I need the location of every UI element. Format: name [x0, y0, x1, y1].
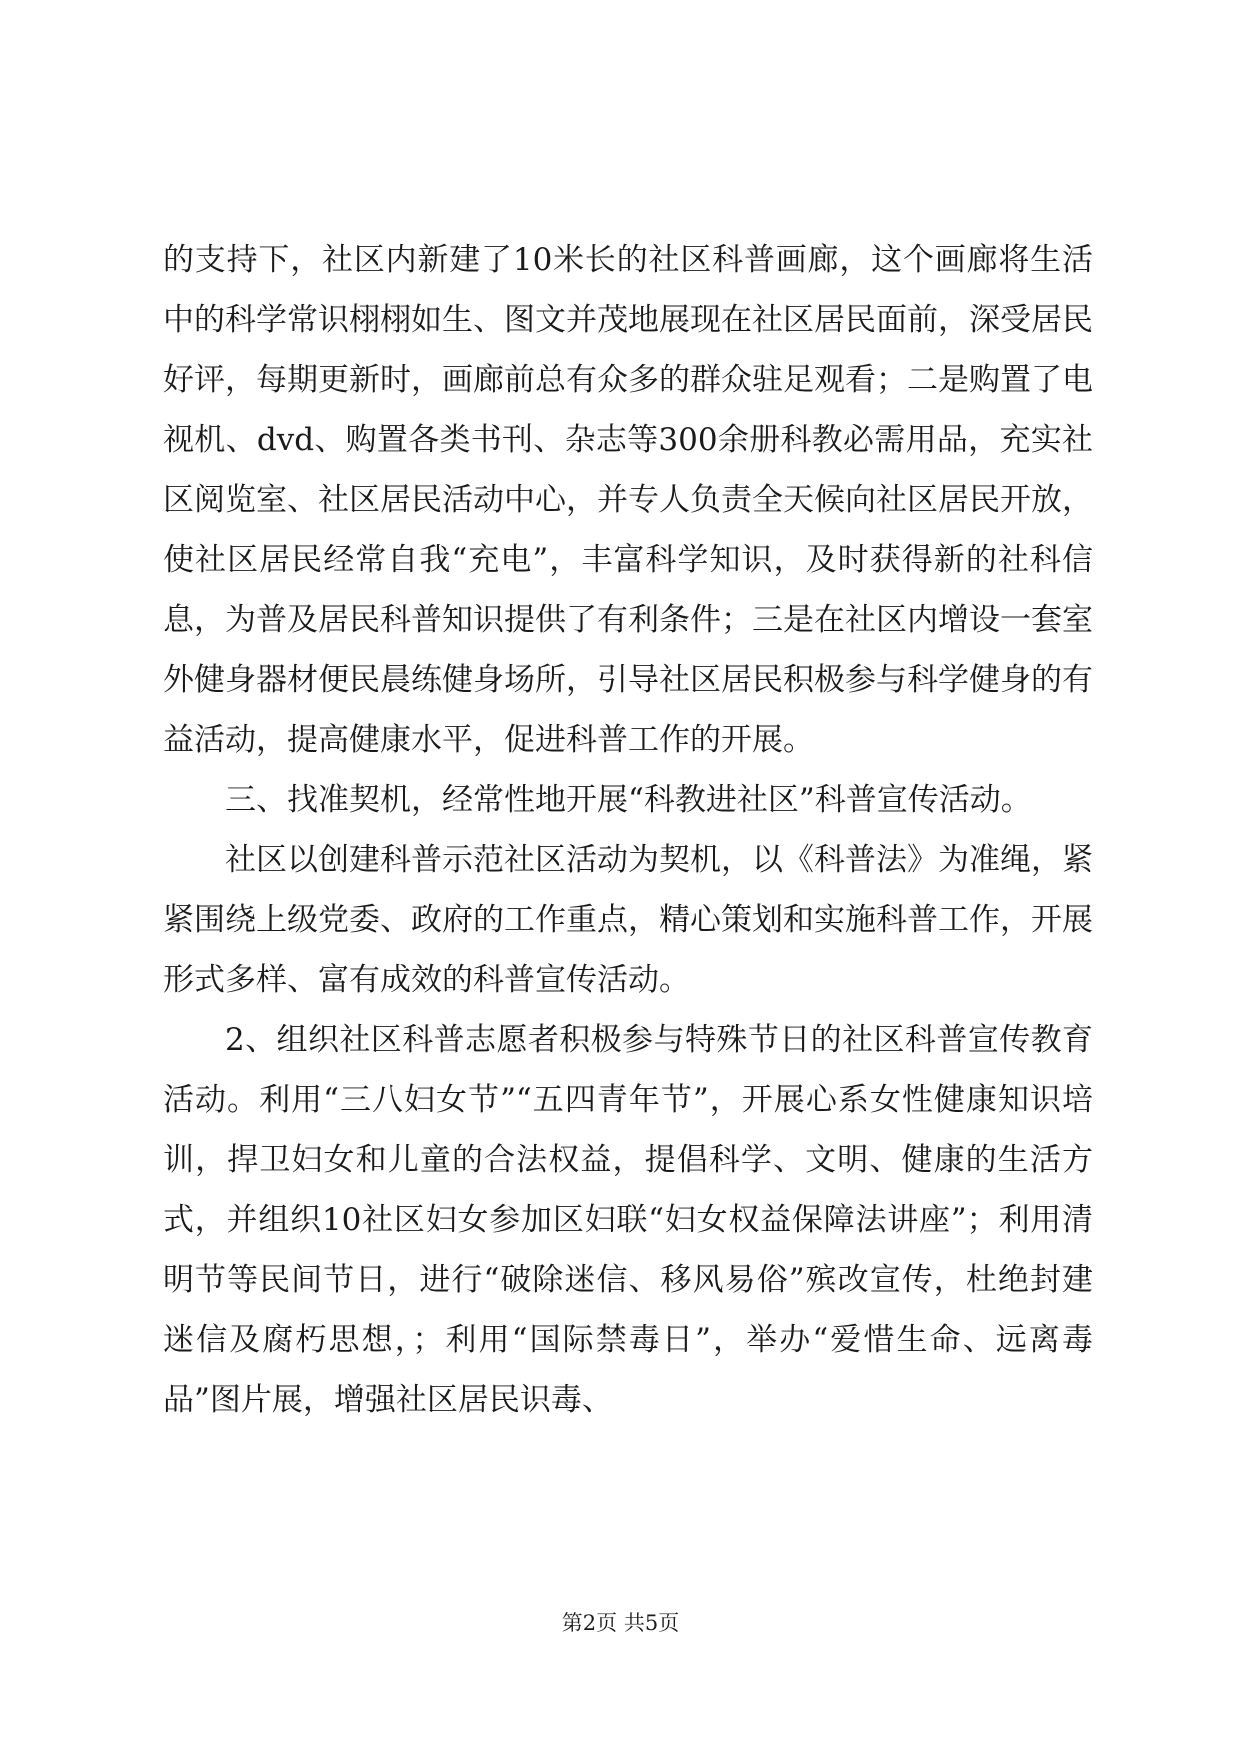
paragraph-continuation: 的支持下，社区内新建了10米长的社区科普画廊，这个画廊将生活中的科学常识栩栩如生、图文并茂地展现在社区居民面前，深受居民好评，每期更新时，画廊前总有众多的群众驻足观看；二是购置了电视机、dvd、购置各类书刊、杂志等300余册科教必需用品，充实社区阅览室、社区居民活动中心，并专人负责全天候向社区居民开放，使社区居民经常自我“充电”，丰富科学知识，及时获得新的社科信息，为普及居民科普知识提供了有利条件；三是在社区内增设一套室外健身器材便民晨练健身场所，引导社区居民积极参与科学健身的有益活动，提高健康水平，促进科普工作的开展。	[163, 242, 1093, 758]
section-heading-three: 三、找准契机，经常性地开展“科教进社区”科普宣传活动。	[225, 782, 1032, 818]
paragraph-item-two: 2、组织社区科普志愿者积极参与特殊节日的社区科普宣传教育活动。利用“三八妇女节”“五四青年节”，开展心系女性健康知识培训，捍卫妇女和儿童的合法权益，提倡科学、文明、健康的生活方式，并组织10社区妇女参加区妇联“妇女权益保障法讲座”；利用清明节等民间节日，进行“破除迷信、移风易俗”殡改宣传，杜绝封建迷信及腐朽思想，；利用“国际禁毒日”，举办“爱惜生命、远离毒品”图片展，增强社区居民识毒、	[163, 1022, 1093, 1418]
paragraph-section-intro: 社区以创建科普示范社区活动为契机，以《科普法》为准绳，紧紧围绕上级党委、政府的工作重点，精心策划和实施科普工作，开展形式多样、富有成效的科普宣传活动。	[163, 842, 1093, 998]
document-body	[163, 230, 1093, 1430]
page-footer: 第2页 共5页	[561, 1611, 680, 1635]
